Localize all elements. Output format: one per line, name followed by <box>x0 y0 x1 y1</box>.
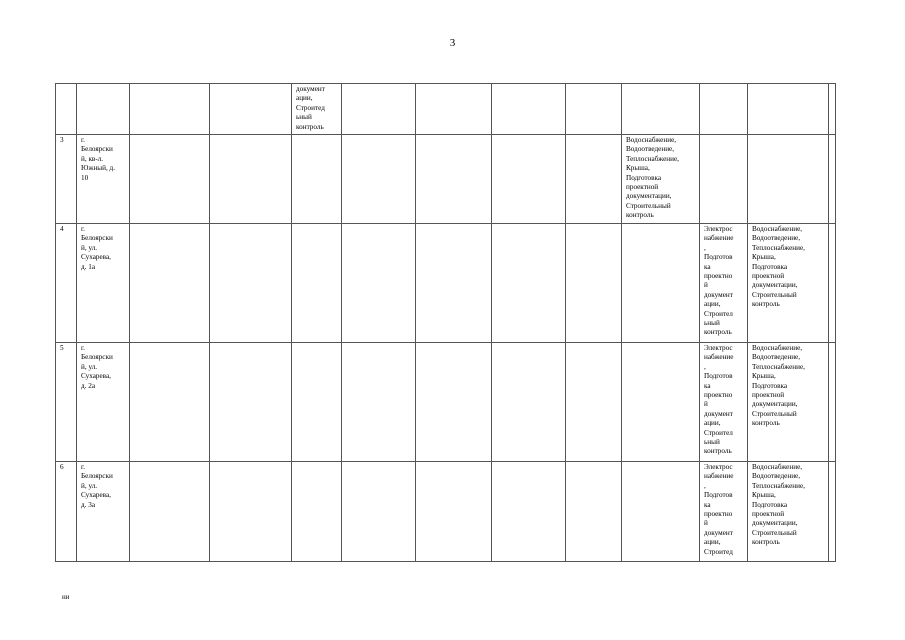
table-cell <box>829 224 836 343</box>
works-cell: Электрос набжение , Подготов ка проектно й документ ации, Строител ьный контроль <box>700 224 748 343</box>
table-cell <box>342 462 416 562</box>
address-cell: г. Белоярски й, кв-л. Южный, д. 10 <box>77 135 130 224</box>
row-number: 4 <box>56 224 77 343</box>
table-cell <box>342 135 416 224</box>
works-cell <box>700 84 748 135</box>
works-table <box>55 83 836 562</box>
works-cell <box>622 462 700 562</box>
works-cell <box>622 84 700 135</box>
works-cell: Электрос набжение , Подготов ка проектно й документ ации, Строител ьный контроль <box>700 343 748 462</box>
table-cell <box>566 343 622 462</box>
works-cell <box>292 462 342 562</box>
works-cell <box>292 224 342 343</box>
table-cell <box>416 462 492 562</box>
table-cell <box>130 224 210 343</box>
works-cell: документ ации, Строитед ьный контроль <box>292 84 342 135</box>
table-cell <box>130 135 210 224</box>
page-number: 3 <box>449 37 456 49</box>
table-cell <box>342 343 416 462</box>
table-cell <box>416 135 492 224</box>
table-row <box>56 84 836 135</box>
table-cell <box>492 462 566 562</box>
address-cell: г. Белоярски й, ул. Сухарева, д. 1а <box>77 224 130 343</box>
address-cell <box>77 84 130 135</box>
table-cell <box>130 84 210 135</box>
row-number <box>56 84 77 135</box>
table-cell <box>416 224 492 343</box>
table-cell <box>829 135 836 224</box>
table-cell <box>416 84 492 135</box>
works-cell <box>292 343 342 462</box>
row-number: 5 <box>56 343 77 462</box>
table-cell <box>492 135 566 224</box>
table-cell <box>210 343 292 462</box>
table-cell <box>829 462 836 562</box>
table-row <box>56 224 836 343</box>
works-cell <box>700 135 748 224</box>
table-cell <box>829 343 836 462</box>
works-cell: Водоснабжение, Водоотведение, Теплоснабжение, Крыша, Подготовка проектной документации, Строительный контроль <box>748 462 829 562</box>
works-cell: Электрос набжение , Подготов ка проектно й документ ации, Строитед <box>700 462 748 562</box>
table-cell <box>342 224 416 343</box>
table-row <box>56 462 836 562</box>
table-cell <box>416 343 492 462</box>
works-cell <box>748 84 829 135</box>
table-row <box>56 135 836 224</box>
address-cell: г. Белоярски й, ул. Сухарева, д. 2а <box>77 343 130 462</box>
table-row <box>56 343 836 462</box>
table-cell <box>566 462 622 562</box>
table-cell <box>130 462 210 562</box>
table-cell <box>210 135 292 224</box>
works-cell: Водоснабжение, Водоотведение, Теплоснабжение, Крыша, Подготовка проектной документации, Строительный контроль <box>748 343 829 462</box>
works-cell <box>622 224 700 343</box>
works-cell <box>292 135 342 224</box>
row-number: 6 <box>56 462 77 562</box>
table-cell <box>210 84 292 135</box>
table-cell <box>566 224 622 343</box>
address-cell: г. Белоярски й, ул. Сухарева, д. 3а <box>77 462 130 562</box>
table-cell <box>210 224 292 343</box>
table-cell <box>342 84 416 135</box>
works-cell <box>748 135 829 224</box>
table-cell <box>492 224 566 343</box>
table-cell <box>566 135 622 224</box>
table-cell <box>492 84 566 135</box>
works-cell: Водоснабжение, Водоотведение, Теплоснабжение, Крыша, Подготовка проектной документации, Строительный контроль <box>748 224 829 343</box>
table-cell <box>210 462 292 562</box>
table-cell <box>566 84 622 135</box>
row-number: 3 <box>56 135 77 224</box>
table-cell <box>829 84 836 135</box>
table-cell <box>130 343 210 462</box>
footer-mark: ни <box>62 593 70 601</box>
table-cell <box>492 343 566 462</box>
works-cell <box>622 343 700 462</box>
works-cell: Водоснабжение, Водоотведение, Теплоснабжение, Крыша, Подготовка проектной документации, Строительный контроль <box>622 135 700 224</box>
